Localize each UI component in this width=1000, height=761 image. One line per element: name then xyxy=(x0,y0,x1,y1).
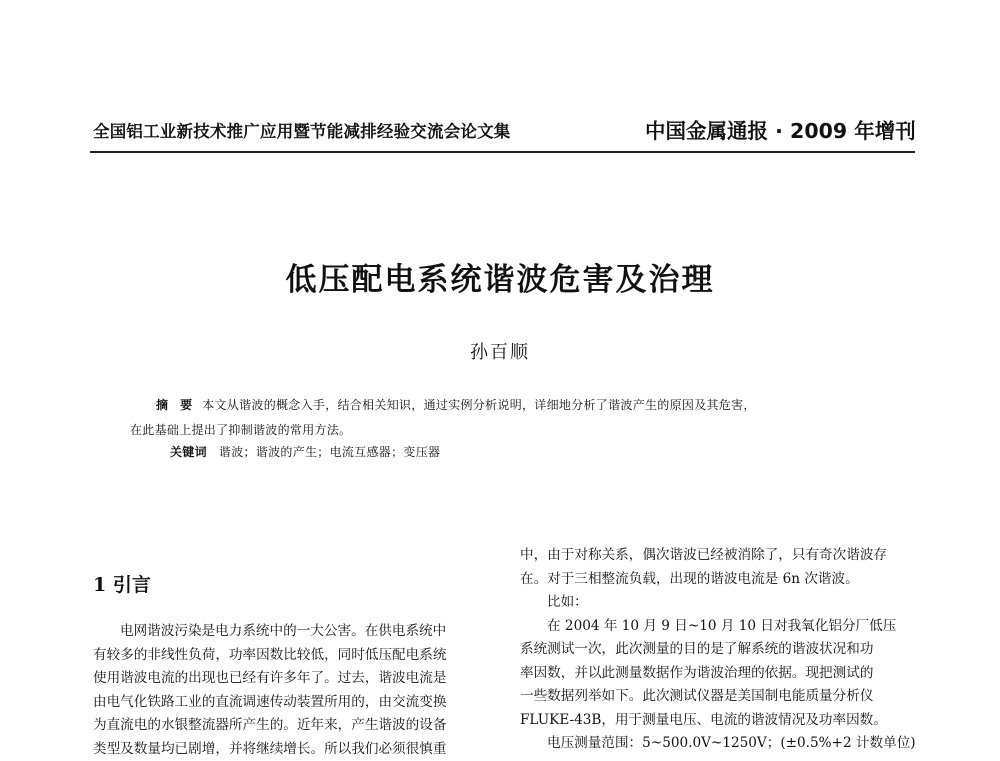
body-line: 由电气化铁路工业的直流调速传动装置所用的，由交流变换 xyxy=(93,691,491,715)
running-header-right: 中国金属通报 · 2009 年增刊 xyxy=(645,114,916,144)
body-line: 电压测量范围：5~500.0V~1250V；(±0.5%+2 计数单位) xyxy=(520,732,917,756)
body-line: 率因数，并以此测量数据作为谐波治理的依据。现把测试的 xyxy=(520,662,917,686)
abstract xyxy=(130,393,890,443)
body-line: 使用谐波电流的出现也已经有许多年了。过去，谐波电流是 xyxy=(93,667,491,691)
abstract-text-1: 本文从谐波的概念入手，结合相关知识，通过实例分析说明，详细地分析了谐波产生的原因及其危害， xyxy=(202,398,756,412)
paper-title: 低压配电系统谐波危害及治理 xyxy=(0,254,1000,299)
header-rule xyxy=(90,151,915,153)
body-line: 在 2004 年 10 月 9 日~10 月 10 日对我氧化铝分厂低压 xyxy=(520,615,917,639)
abstract-line-1 xyxy=(130,393,890,418)
running-header-left: 全国铝工业新技术推广应用暨节能减排经验交流会论文集 xyxy=(93,118,511,142)
abstract-line-2: 在此基础上提出了抑制谐波的常用方法。 xyxy=(130,418,890,443)
body-line: 一些数据列举如下。此次测试仪器是美国制电能质量分析仪 xyxy=(520,685,917,709)
keywords-label: 关键词 xyxy=(170,445,207,459)
left-column xyxy=(93,620,491,761)
body-line: FLUKE-43B，用于测量电压、电流的谐波情况及功率因数。 xyxy=(520,709,917,733)
body-line: 有较多的非线性负荷，功率因数比较低，同时低压配电系统 xyxy=(93,644,491,668)
body-line: 为直流电的水银整流器所产生的。近年来，产生谐波的设备 xyxy=(93,714,491,738)
keywords xyxy=(170,443,440,460)
section-heading-introduction: 1 引言 xyxy=(93,570,151,597)
author-name: 孙百顺 xyxy=(0,338,1000,364)
body-line: 电网谐波污染是电力系统中的一大公害。在供电系统中 xyxy=(93,620,491,644)
keywords-text: 谐波；谐波的产生；电流互感器；变压器 xyxy=(219,445,440,459)
body-line: 比如： xyxy=(520,591,917,615)
body-line: 在。对于三相整流负载，出现的谐波电流是 6n 次谐波。 xyxy=(520,568,917,592)
right-column xyxy=(520,544,917,756)
body-line: 中，由于对称关系，偶次谐波已经被消除了，只有奇次谐波存 xyxy=(520,544,917,568)
body-line: 系统测试一次，此次测量的目的是了解系统的谐波状况和功 xyxy=(520,638,917,662)
abstract-label: 摘 要 xyxy=(156,398,196,412)
body-line: 类型及数量均已剧增，并将继续增长。所以我们必须很慎重 xyxy=(93,738,491,761)
